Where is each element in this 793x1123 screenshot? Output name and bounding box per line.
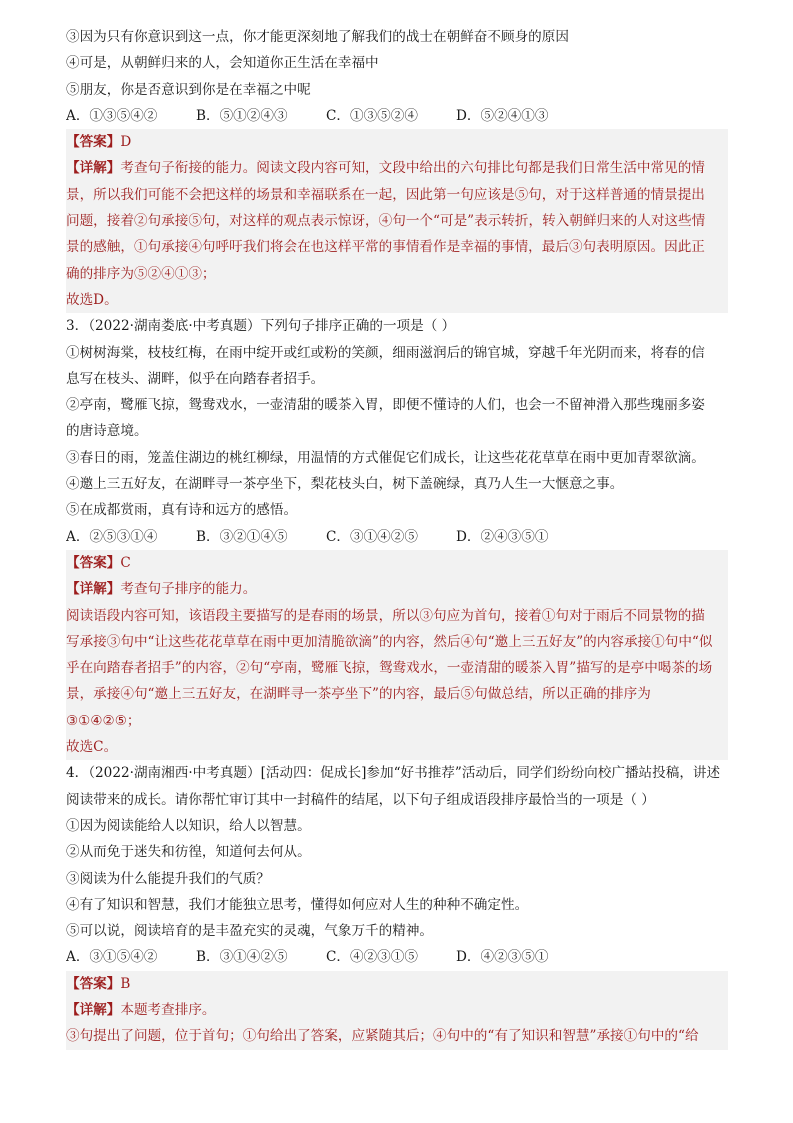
q3-sentence: ①树树海棠，枝枝红梅，在雨中绽开或红或粉的笑颜，细雨滋润后的锦官城，穿越千年光阴而来，将春的信 [66,344,705,361]
q2-detail-line: 问题，接着②句承接⑤句，对这样的观点表示惊讶，④句一个“可是”表示转折，转入朝鲜归来的人对这些情 [66,208,728,234]
q2-detail-line: 确的排序为⑤②④①③； [66,261,728,287]
q3-sentence: ⑤在成都赏雨，真有诗和远方的感悟。 [66,502,298,519]
q2-option-d: D．⑤②④①③ [456,107,549,124]
q2-detail-line: 景，所以我们可能不会把这样的场景和幸福联系在一起，因此第一句应该是⑤句，对于这样普通的情景提出 [66,182,728,208]
q3-sentence: 息写在枝头、湖畔，似乎在向踏春者招手。 [66,370,325,387]
q4-sentence: ④有了知识和智慧，我们才能独立思考，懂得如何应对人生的种种不确定性。 [66,896,529,913]
q4-option-a: A．③①⑤④② [66,949,158,966]
q3-option-c: C．③①④②⑤ [326,528,418,545]
q3-option-a: A．②⑤③①④ [66,528,158,545]
q4-options [66,944,728,970]
answer-value: B [120,975,131,992]
q4-sentence: ⑤可以说，阅读培育的是丰盈充实的灵魂，气象万千的精神。 [66,923,434,940]
q3-detail-line: 阅读语段内容可知，该语段主要描写的是春雨的场景，所以③句应为首句，接着①句对于雨后不同景物的描 [66,603,728,629]
q3-sentence: 的唐诗意境。 [66,423,148,440]
q2-sentence: ④可是，从朝鲜归来的人，会知道你正生活在幸福中 [66,55,379,72]
detail-tag: 【详解】 [66,160,121,177]
answer-tag: 【答案】 [66,134,121,151]
q3-option-b: B．③②①④⑤ [196,528,288,545]
q3-answer [66,550,728,576]
q4-option-b: B．③①④②⑤ [196,949,288,966]
detail-text: 考查句子衔接的能力。阅读文段内容可知，文段中给出的六句排比句都是我们日常生活中常见的情 [120,160,705,177]
q2-answer [66,129,728,155]
q4-sentence: ②从而免于迷失和彷徨，知道何去何从。 [66,844,311,861]
q2-detail-line: 故选D。 [66,287,728,313]
q4-sentence: ①因为阅读能给人以知识，给人以智慧。 [66,817,311,834]
q3-detail-line: 故选C。 [66,734,728,760]
q3-detail-line [66,576,728,602]
document-page [66,24,728,1050]
q3-detail-line: 景，承接④句“邀上三五好友，在湖畔寻一茶亭坐下”的内容，最后⑤句做总结，所以正确的排序为 [66,681,728,707]
detail-text: 本题考查排序。 [120,1001,216,1018]
q4-detail-line: ③句提出了问题，位于首句；①句给出了答案，应紧随其后；④句中的“有了知识和智慧”承接①句中的“给 [66,1023,728,1049]
q2-options [66,103,728,129]
q3-stem: 3．（2022·湖南娄底·中考真题）下列句子排序正确的一项是（ ） [66,318,456,335]
q4-stem: 4．（2022·湖南湘西·中考真题）[活动四：促成长]参加“好书推荐”活动后，同学们纷纷向校广播站投稿，讲述 [66,765,721,782]
q4-detail-line [66,997,728,1023]
q3-sentence: ②亭南，鹭雁飞掠，鸳鸯戏水，一壶清甜的暖茶入胃，即便不懂诗的人们，也会一不留神滑入那些瑰丽多姿 [66,397,705,414]
q3-detail-line: 写承接③句中“让这些花花草草在雨中更加清脆欲滴”的内容，然后④句“邀上三五好友”的内容承接①句中“似 [66,629,728,655]
q2-option-b: B．⑤①②④③ [196,107,288,124]
answer-tag: 【答案】 [66,554,121,571]
q4-stem: 阅读带来的成长。请你帮忙审订其中一封稿件的结尾，以下句子组成语段排序最恰当的一项是（ ） [66,791,655,808]
detail-tag: 【详解】 [66,581,121,598]
q4-option-d: D．④②③⑤① [456,949,549,966]
q4-option-c: C．④②③①⑤ [326,949,418,966]
q2-detail-line [66,155,728,181]
q3-sentence: ④邀上三五好友，在湖畔寻一茶亭坐下，梨花枝头白，树下盖碗绿，真乃人生一大惬意之事。 [66,476,624,493]
q4-answer [66,971,728,997]
q3-options [66,524,728,550]
answer-value: D [120,134,132,151]
q2-option-c: C．①③⑤②④ [326,107,418,124]
q3-detail-line: ③①④②⑤； [66,708,728,734]
q2-option-a: A．①③⑤④② [66,107,158,124]
q2-detail-line: 景的感触，①句承接④句呼吁我们将会在也这样平常的事情看作是幸福的事情，最后③句表明原因。因此正 [66,234,728,260]
q3-detail-line: 乎在向踏春者招手”的内容，②句“亭南，鹭雁飞掠，鸳鸯戏水，一壶清甜的暖茶入胃”描写的是亭中喝茶的场 [66,655,728,681]
q3-sentence: ③春日的雨，笼盖住湖边的桃红柳绿，用温情的方式催促它们成长，让这些花花草草在雨中更加青翠欲滴。 [66,449,705,466]
q2-sentence: ③因为只有你意识到这一点，你才能更深刻地了解我们的战士在朝鲜奋不顾身的原因 [66,29,569,45]
answer-value: C [120,554,131,571]
detail-tag: 【详解】 [66,1001,121,1018]
q3-option-d: D．②④③⑤① [456,528,549,545]
detail-text: 考查句子排序的能力。 [120,581,257,598]
q2-sentence: ⑤朋友，你是否意识到你是在幸福之中呢 [66,81,311,98]
answer-tag: 【答案】 [66,975,121,992]
q4-sentence: ③阅读为什么能提升我们的气质？ [66,870,270,887]
